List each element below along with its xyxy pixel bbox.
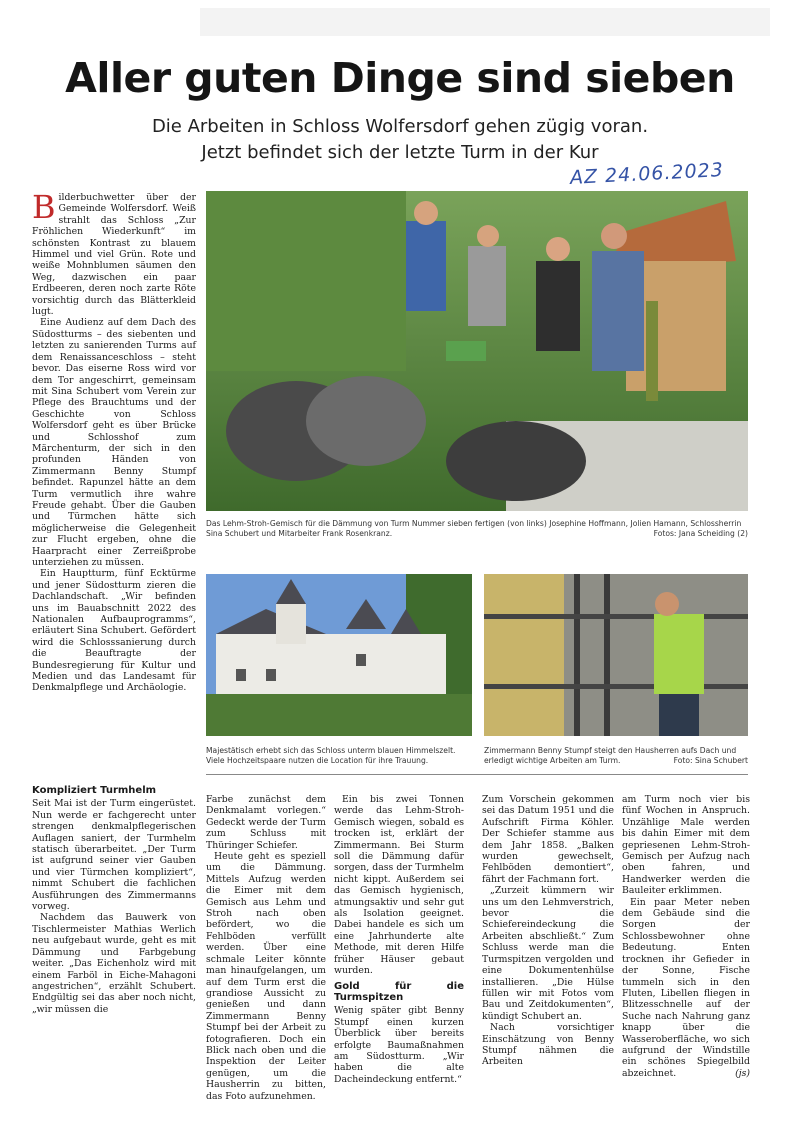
headline: Aller guten Dinge sind sieben [65, 54, 735, 102]
tower-photo-caption [484, 746, 748, 766]
tower-photo [484, 574, 748, 736]
handwritten-date-note: AZ 24.06.2023 [569, 158, 725, 190]
scan-header-strip [200, 8, 770, 36]
paragraph: am Turm noch vier bis fünf Wochen in Anspruch. Unzählige Male werden bis dahin Eimer mit dem gepriesenen Lehm-Stroh-Gemisch per Aufzug nach oben fahren, und Handwerker werden die Bauleiter erklimmen. [622, 794, 750, 897]
subline-2: Jetzt befindet sich der letzte Turm in der Kur [201, 142, 599, 163]
paragraph: Ein Hauptturm, fünf Ecktürme und jener Südostturm zieren die Dachlandschaft. „Wir befinden uns im Bauabschnitt 2022 des Nationalen Aufbauprogramms“, erläutert Sina Schubert. Gefördert wird die Schlosssanierung durch die Beauftragte der Bundesregierung für Kultur und Medien und das Landesamt für Denkmalpflege und Archäologie. [32, 568, 196, 694]
article-column-3 [334, 794, 464, 1085]
paragraph: Heute geht es speziell um die Dämmung. Mittels Aufzug werden die Eimer mit dem Gemisch aus Lehm und Stroh nach oben befördert, wo die Fehlböden verfüllt werden. Über eine schmale Leiter könnte man hinaufgelangen, um auf dem Turm erst die grandiose Aussicht zu genießen und dann Zimmermann Benny Stumpf bei der Arbeit zu fotografieren. Doch ein Blick nach oben und die Inspektion der Leiter genügen, um die Hausherrin zu bitten, das Foto aufzunehmen. [206, 851, 326, 1102]
section-divider [206, 774, 748, 775]
paragraph: Zum Vorschein gekommen sei das Datum 1951 und die Aufschrift Firma Köhler. Der Schiefer stamme aus dem Jahr 1858. „Balken wurden gewechselt, Fehlböden demontiert“, fährt der Fachmann fort. [482, 794, 614, 885]
article-column-5 [622, 794, 750, 1079]
paragraph: Wenig später gibt Benny Stumpf einen kurzen Überblick über bereits erfolgte Baumaßnahmen am Südostturm. „Wir haben die alte Dacheindeckung entfernt.“ [334, 1005, 464, 1085]
main-caption-text: Das Lehm-Stroh-Gemisch für die Dämmung von Turm Nummer sieben fertigen (von links) Josephine Hoffmann, Jolien Hamann, Schlossherrin Sina Schubert und Mitarbeiter Frank Rosenkranz. [206, 519, 742, 538]
subline-1: Die Arbeiten in Schloss Wolfersdorf gehen zügig voran. [151, 116, 649, 137]
article-column-4 [482, 794, 614, 1068]
paragraph: „Zurzeit kümmern wir uns um den Lehmverstrich, bevor die Schiefereindeckung die Arbeiten abschließt.“ Zum Schluss werde man die Turmspitzen vergolden und eine Dokumentenhülse installieren. „Die Hülse füllen wir mit Fotos vom Bau und Zeitdokumenten“, kündigt Schubert an. [482, 885, 614, 1022]
castle-photo [206, 574, 472, 736]
intro-paragraph: Bilderbuchwetter über der Gemeinde Wolfersdorf. Weiß strahlt das Schloss „Zur Fröhlichen Wiederkunft“ im schönsten Kontrast zu blauem Himmel und viel Grün. Rote und weiße Mohnblumen säumen den Weg, dazwischen ein paar Erdbeeren, deren noch zarte Röte vorsichtig durch das Blätterkleid lugt. [32, 188, 196, 318]
article-column-1-lower [32, 781, 196, 1081]
tower-photo-credit: Foto: Sina Schubert [673, 756, 748, 765]
article-column-2 [206, 794, 326, 1102]
main-photo-illustration [206, 191, 748, 511]
author-signature: (js) [735, 1067, 750, 1079]
subhead-turmhelm: Kompliziert Turmhelm [32, 785, 157, 796]
castle-photo-caption: Majestätisch erhebt sich das Schloss unterm blauen Himmelszelt. Viele Hochzeitspaare nutzen die Location für ihre Trauung. [206, 746, 456, 765]
paragraph: Seit Mai ist der Turm eingerüstet. Nun werde er fachgerecht unter strengen denkmalpflegerischen Auflagen saniert, der Turmhelm statisch überarbeitet. „Der Turm ist aufgrund seiner vier Gauben und vier Türmchen kompliziert“, nimmt Schubert die fachlichen Ausführungen des Zimmermanns vorweg. [32, 798, 196, 913]
article-column-1 [32, 188, 196, 757]
tower-caption-text: Zimmermann Benny Stumpf steigt den Hausherren aufs Dach und erledigt wichtige Arbeiten am Turm. [484, 746, 737, 765]
paragraph: Nach vorsichtiger Einschätzung von Benny Stumpf nähmen die Arbeiten [482, 1022, 614, 1068]
paragraph: Ein bis zwei Tonnen werde das Lehm-Stroh-Gemisch wiegen, sobald es trocken ist, erklärt der Zimmermann. Bei Sturm soll die Dämmung dafür sorgen, dass der Turmhelm nicht kippt. Außerdem sei das Gemisch hygienisch, atmungsaktiv und sehr gut als Isolation geeignet. Dabei handele es sich um eine Jahrhunderte alte Methode, mit deren Hilfe früher Häuser gebaut wurden. [334, 794, 464, 977]
tower-photo-illustration [484, 574, 748, 736]
main-photo-caption [206, 519, 748, 539]
castle-photo-illustration [206, 574, 472, 736]
paragraph: Eine Audienz auf dem Dach des Südostturms – des siebenten und letzten zu sanierenden Turms auf dem Renaissanceschloss – steht bevor. Das eiserne Ross wird vor dem Tor angeschirrt, gemeinsam mit Sina Schubert vom Verein zur Pflege des Brauchtums und der Geschichte von Schloss Wolfersdorf geht es über Brücke und Schlosshof zum Märchenturm, der sich in den profunden Händen von Zimmermann Benny Stumpf befindet. Rapunzel hätte an dem Turm vermutlich ihre wahre Freude gehabt. Über die Gauben und Türmchen hätte sich möglicherweise die Gelegenheit zur Flucht ergeben, ohne die Haarpracht einer Zerreißprobe unterziehen zu müssen. [32, 317, 196, 568]
paragraph: Farbe zunächst dem Denkmalamt vorlegen.“ Gedeckt werde der Turm zum Schluss mit Thüringer Schiefer. [206, 794, 326, 851]
main-photo [206, 191, 748, 511]
paragraph: Ein paar Meter neben dem Gebäude sind die Sorgen der Schlossbewohner ohne Bedeutung. Enten trocknen ihr Gefieder in der Sonne, Fische tummeln sich in den Fluten, Libellen fliegen in Blitzesschnelle auf der Suche nach Nahrung ganz knapp über die Wasseroberfläche, wo sich aufgrund der Windstille ein schönes Spiegelbild abzeichnet. (js) [622, 896, 750, 1079]
dropcap: B [32, 188, 56, 226]
main-photo-credit: Fotos: Jana Scheiding (2) [653, 529, 748, 538]
subhead-turmspitzen: Gold für die Turmspitzen [334, 980, 464, 1003]
paragraph: Nachdem das Bauwerk von Tischlermeister Mathias Werlich neu aufgebaut wurde, geht es mit Dämmung und Farbgebung weiter. „Das Eichenholz wird mit einem Farböl in Eiche-Mahagoni angestrichen“, erzählt Schubert. Endgültig sei das aber noch nicht, „wir müssen die [32, 912, 196, 1015]
